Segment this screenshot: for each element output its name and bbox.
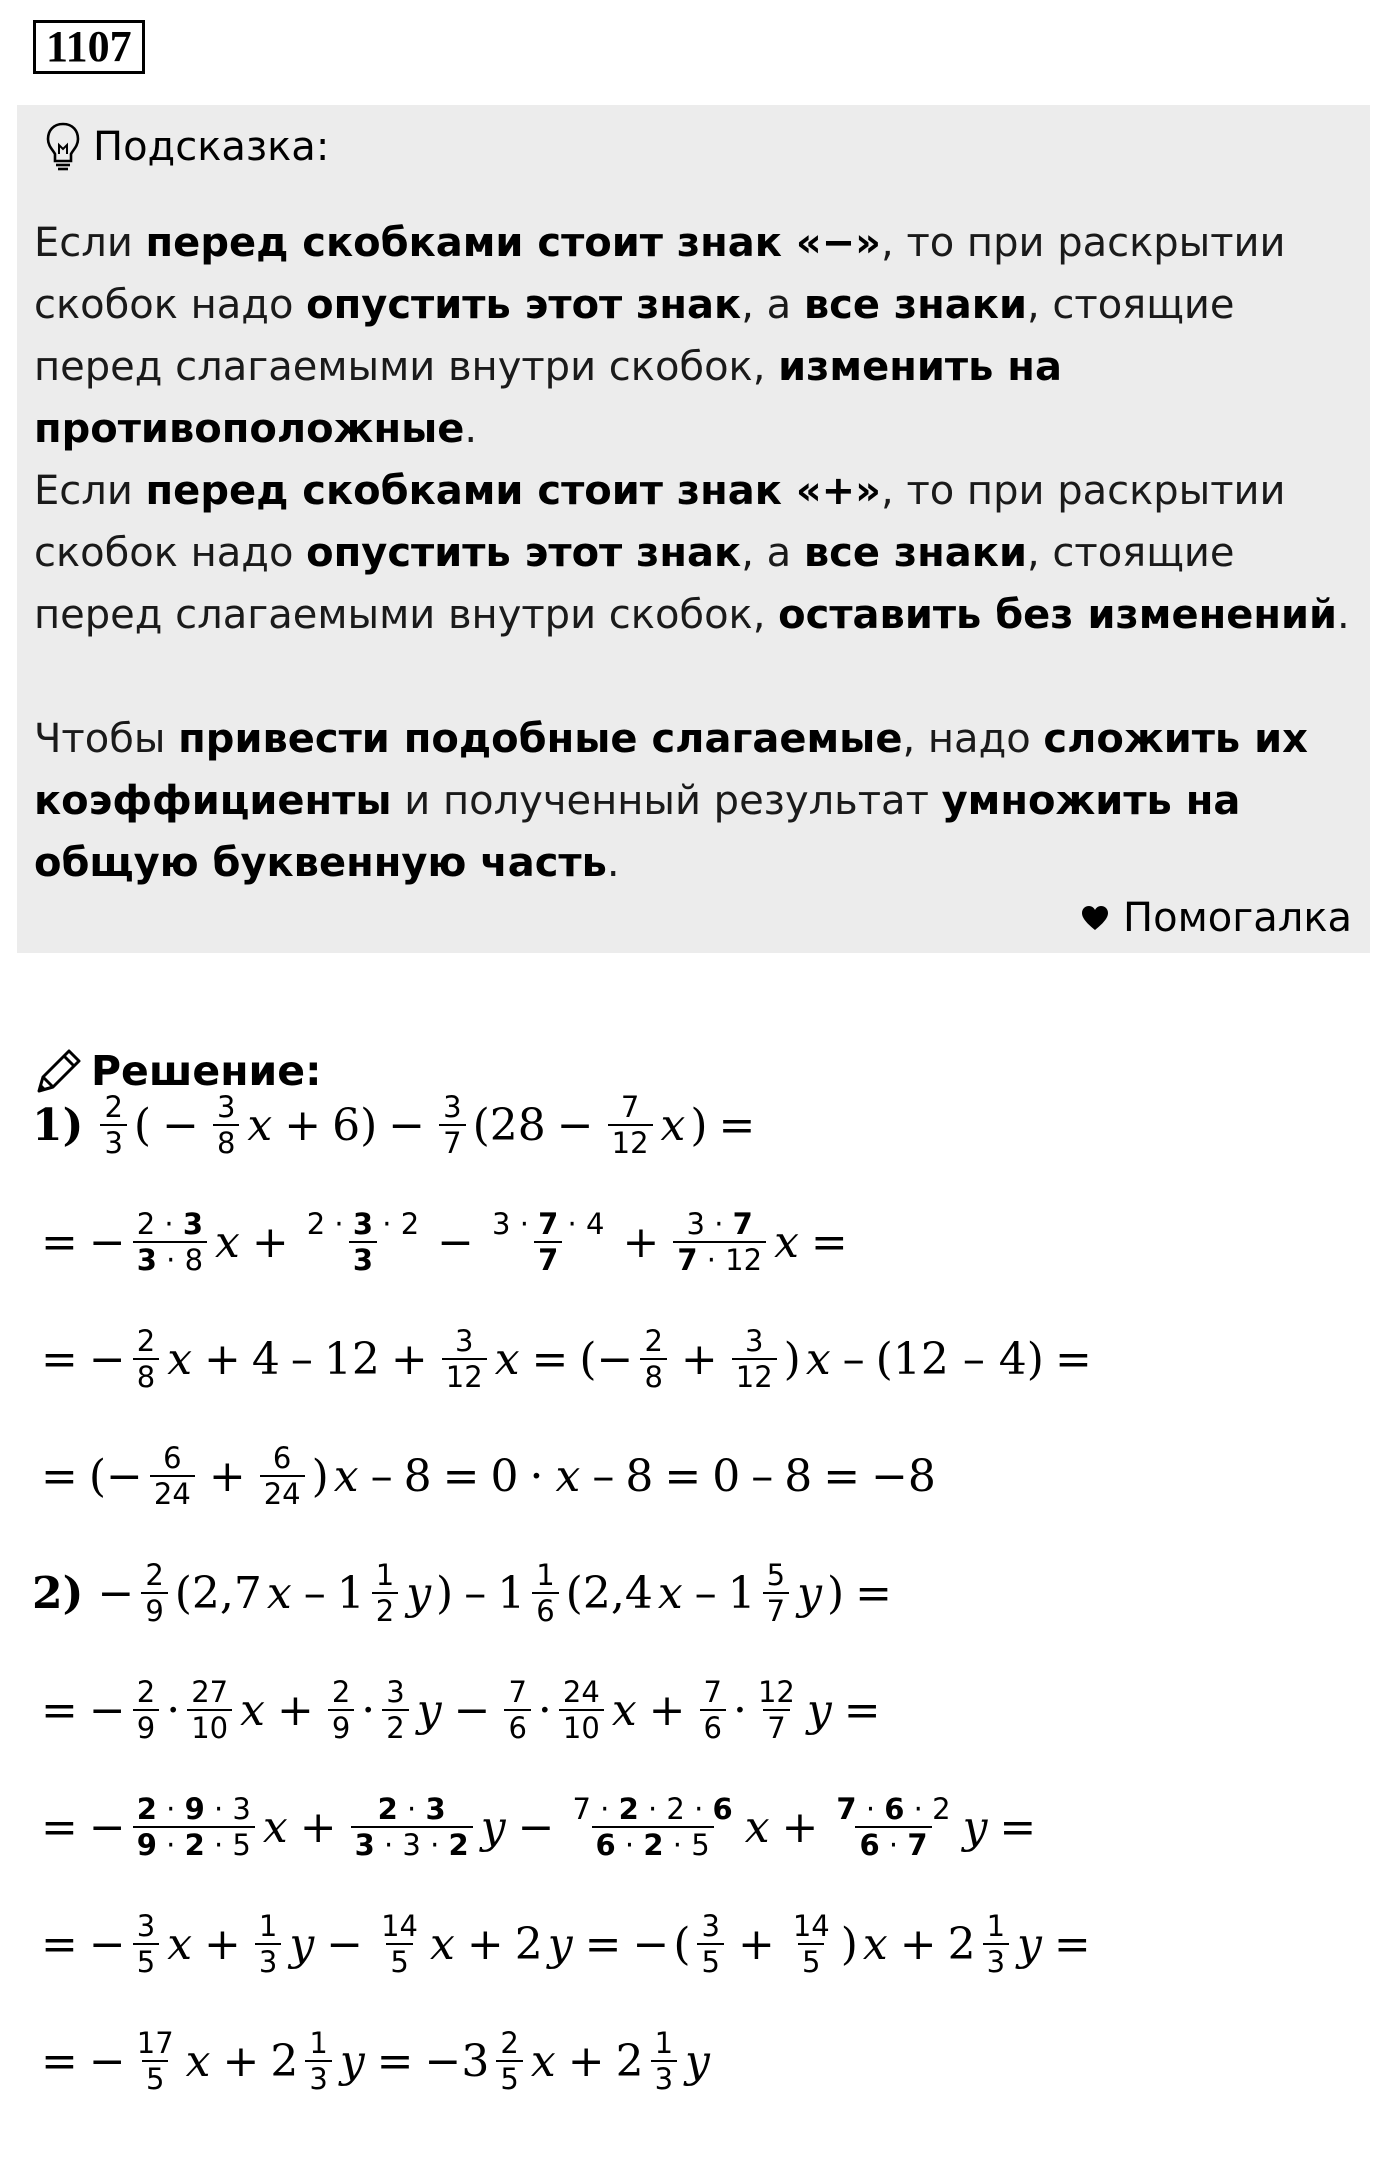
math-text: 1: [727, 1567, 756, 1619]
operator: +: [222, 2035, 260, 2087]
fraction: $\frac{12}{7}$: [757, 1675, 795, 1745]
hint-box: [17, 105, 1370, 953]
variable: x: [167, 1918, 193, 1970]
emphasis-text: все знаки: [803, 530, 1027, 576]
body-text: , стоящие перед слагаемыми внутри скобок,: [34, 530, 1235, 638]
math-text: (−: [579, 1333, 634, 1385]
body-text: .: [606, 840, 620, 886]
operator: –: [370, 1450, 393, 1502]
math-text: (12 – 4): [875, 1333, 1044, 1385]
math-text: −8: [871, 1450, 936, 1502]
fraction: $\frac{27}{10}$: [187, 1675, 232, 1745]
fraction: $\frac{2}{9}$: [328, 1675, 354, 1745]
math-text: ): [783, 1333, 801, 1385]
fraction: $\frac{3 \cdot 7}{7 \cdot 12}$: [673, 1207, 766, 1277]
fraction: $\frac{3}{8}$: [213, 1090, 239, 1160]
fraction: $\frac{7}{6}$: [504, 1675, 530, 1745]
fraction: $\frac{2}{3}$: [100, 1090, 126, 1160]
solution-line: [32, 1075, 764, 1175]
emphasis-text: опустить этот знак: [306, 530, 742, 576]
variable: y: [339, 2035, 365, 2087]
variable: x: [266, 1567, 292, 1619]
emphasis-text: привести подобные слагаемые: [178, 716, 903, 762]
fraction: $\frac{1}{2}$: [372, 1558, 398, 1628]
solution-title: Решение:: [91, 1047, 322, 1095]
emphasis-text: сложить их коэффициенты: [34, 716, 1308, 824]
body-text: , то при раскрытии скобок надо: [34, 468, 1286, 576]
variable: x: [530, 2035, 556, 2087]
variable: x: [240, 1684, 265, 1736]
operator: −: [556, 1099, 594, 1151]
emphasis-text: опустить этот знак: [306, 282, 742, 328]
operator: =: [855, 1567, 892, 1619]
fraction: $\frac{2 \cdot 3}{3 \cdot 8}$: [133, 1207, 207, 1277]
lightbulb-icon: [45, 121, 81, 173]
operator: −: [388, 1099, 426, 1151]
operator: +: [204, 1333, 241, 1385]
math-text: −: [88, 2035, 126, 2087]
math-text: (2,7: [174, 1567, 262, 1619]
operator: –: [290, 1333, 313, 1385]
emphasis-text: оставить без изменений: [778, 592, 1338, 638]
math-text: 1: [497, 1567, 526, 1619]
variable: y: [962, 1801, 988, 1853]
operator: +: [251, 1216, 289, 1268]
operator: –: [842, 1333, 865, 1385]
fraction: $\frac{1}{3}$: [983, 1909, 1009, 1979]
variable: y: [797, 1567, 822, 1619]
fraction: $\frac{7 \cdot 2 \cdot 2 \cdot 6}{6 \cdot 2 \cdot 5}$: [572, 1792, 733, 1862]
body-text: Если: [34, 468, 146, 514]
fraction: $\frac{1}{3}$: [651, 2026, 677, 2096]
math-text: ·: [361, 1684, 376, 1736]
body-text: .: [464, 406, 478, 452]
variable: y: [416, 1684, 442, 1736]
fraction: $\frac{3 \cdot 7 \cdot 4}{7}$: [492, 1207, 605, 1277]
variable: x: [262, 1801, 288, 1853]
operator: +: [299, 1801, 337, 1853]
math-text: (: [673, 1918, 691, 1970]
fraction: $\frac{2}{9}$: [133, 1675, 159, 1745]
operator: =: [41, 1684, 78, 1736]
solution-line: [32, 1777, 1045, 1877]
operator: –: [592, 1450, 615, 1502]
task-number: 1107: [33, 20, 145, 74]
math-text: ): [826, 1567, 845, 1619]
operator: =: [718, 1099, 756, 1151]
operator: =: [41, 1450, 78, 1502]
math-text: −: [88, 1684, 126, 1736]
math-text: ·: [537, 1684, 552, 1736]
fraction: $\frac{2}{5}$: [496, 2026, 522, 2096]
body-text: и полученный результат: [391, 778, 942, 824]
fraction: $\frac{14}{5}$: [381, 1909, 418, 1979]
math-text: 12: [323, 1333, 380, 1385]
solution-line: [32, 2011, 713, 2111]
fraction: $\frac{2 \cdot 3 \cdot 2}{3}$: [306, 1207, 420, 1277]
fraction: $\frac{2 \cdot 3}{3 \cdot 3 \cdot 2}$: [351, 1792, 473, 1862]
hint-title: Подсказка:: [93, 124, 330, 170]
operator: −: [437, 1216, 475, 1268]
fraction: $\frac{1}{6}$: [532, 1558, 558, 1628]
variable: x: [805, 1333, 831, 1385]
emphasis-text: умножить на общую буквенную часть: [34, 778, 1241, 886]
variable: y: [806, 1684, 832, 1736]
math-text: (−: [88, 1450, 143, 1502]
math-text: 1: [336, 1567, 365, 1619]
operator: +: [284, 1099, 322, 1151]
variable: y: [1017, 1918, 1042, 1970]
math-text: (28: [472, 1099, 546, 1151]
operator: =: [999, 1801, 1037, 1853]
variable: x: [744, 1801, 770, 1853]
operator: –: [751, 1450, 774, 1502]
variable: x: [774, 1216, 799, 1268]
math-text: 0: [490, 1450, 519, 1502]
math-text: 2: [615, 2035, 644, 2087]
math-text: 8: [403, 1450, 432, 1502]
variable: y: [406, 1567, 432, 1619]
fraction: $\frac{14}{5}$: [792, 1909, 830, 1979]
operator: −: [326, 1918, 364, 1970]
math-text: 2: [270, 2035, 299, 2087]
variable: x: [333, 1450, 359, 1502]
operator: =: [1054, 1333, 1092, 1385]
operator: –: [694, 1567, 717, 1619]
variable: x: [862, 1918, 888, 1970]
operator: +: [567, 2035, 605, 2087]
operator: +: [204, 1918, 241, 1970]
emphasis-text: все знаки: [803, 282, 1027, 328]
variable: y: [547, 1918, 573, 1970]
variable: y: [480, 1801, 506, 1853]
fraction: $\frac{1}{3}$: [305, 2026, 331, 2096]
variable: x: [185, 2035, 211, 2087]
math-text: 8: [784, 1450, 813, 1502]
operator: −: [453, 1684, 491, 1736]
math-text: 4: [251, 1333, 280, 1385]
operator: =: [810, 1216, 848, 1268]
math-text: ·: [166, 1684, 181, 1736]
operator: −: [162, 1099, 199, 1151]
fraction: $\frac{2}{8}$: [133, 1324, 159, 1394]
operator: +: [390, 1333, 428, 1385]
body-text: , а: [741, 530, 804, 576]
operator: ·: [529, 1450, 544, 1502]
fraction: $\frac{2}{8}$: [640, 1324, 666, 1394]
fraction: $\frac{24}{10}$: [559, 1675, 604, 1745]
math-text: 2: [947, 1918, 976, 1970]
solution-line: [32, 1660, 890, 1760]
operator: =: [1053, 1918, 1091, 1970]
variable: x: [611, 1684, 637, 1736]
fraction: $\frac{6}{24}$: [150, 1441, 195, 1511]
variable: x: [215, 1216, 240, 1268]
fraction: $\frac{3}{5}$: [133, 1909, 159, 1979]
operator: =: [41, 2035, 78, 2087]
operator: =: [41, 1918, 78, 1970]
brand-name: Помогалка: [1123, 895, 1352, 941]
operator: −: [517, 1801, 555, 1853]
variable: x: [430, 1918, 455, 1970]
hint-paragraph-like-terms: [34, 708, 1354, 894]
operator: –: [464, 1567, 487, 1619]
operator: =: [584, 1918, 622, 1970]
operator: +: [648, 1684, 686, 1736]
fraction: $\frac{3}{7}$: [439, 1090, 465, 1160]
body-text: , то при раскрытии скобок надо: [34, 220, 1286, 328]
operator: =: [376, 2035, 414, 2087]
operator: +: [781, 1801, 819, 1853]
operator: +: [276, 1684, 314, 1736]
math-text: −: [88, 1333, 126, 1385]
math-text: ): [436, 1567, 454, 1619]
math-text: (: [133, 1099, 152, 1151]
heart-icon: [1081, 905, 1109, 931]
fraction: $\frac{6}{24}$: [260, 1441, 305, 1511]
math-text: −: [97, 1567, 135, 1619]
fraction: $\frac{7}{12}$: [608, 1090, 653, 1160]
fraction: $\frac{3}{12}$: [732, 1324, 777, 1394]
hint-paragraph-minus: [34, 212, 1354, 460]
operator: +: [466, 1918, 504, 1970]
operator: =: [664, 1450, 702, 1502]
variable: x: [555, 1450, 581, 1502]
operator: =: [843, 1684, 881, 1736]
emphasis-text: перед скобками стоит знак «−»: [145, 220, 882, 266]
operator: =: [823, 1450, 861, 1502]
variable: y: [685, 2035, 710, 2087]
variable: x: [657, 1567, 683, 1619]
math-text: 6): [332, 1099, 378, 1151]
math-text: ): [690, 1099, 708, 1151]
solution-line: [32, 1894, 1100, 1994]
fraction: $\frac{3}{2}$: [382, 1675, 408, 1745]
math-text: 8: [625, 1450, 654, 1502]
operator: =: [41, 1333, 78, 1385]
fraction: $\frac{3}{5}$: [697, 1909, 723, 1979]
body-text: , стоящие перед слагаемыми внутри скобок,: [34, 282, 1235, 390]
operator: =: [41, 1801, 78, 1853]
variable: x: [167, 1333, 193, 1385]
emphasis-text: изменить на противоположные: [34, 344, 1062, 452]
fraction: $\frac{1}{3}$: [255, 1909, 281, 1979]
body-text: .: [1337, 592, 1350, 638]
math-text: ): [311, 1450, 329, 1502]
math-text: −: [88, 1918, 126, 1970]
math-text: (2,4: [565, 1567, 653, 1619]
solution-line: [32, 1426, 938, 1526]
operator: +: [208, 1450, 246, 1502]
math-text: −: [632, 1918, 670, 1970]
operator: +: [899, 1918, 937, 1970]
math-text: 0: [712, 1450, 741, 1502]
fraction: $\frac{3}{12}$: [442, 1324, 487, 1394]
math-text: −: [88, 1216, 126, 1268]
math-text: ): [840, 1918, 858, 1970]
operator: =: [442, 1450, 480, 1502]
fraction: $\frac{5}{7}$: [763, 1558, 789, 1628]
math-text: −3: [424, 2035, 490, 2087]
solution-line: [32, 1543, 901, 1643]
fraction: $\frac{2}{9}$: [141, 1558, 167, 1628]
body-text: Чтобы: [34, 716, 179, 762]
emphasis-text: перед скобками стоит знак «+»: [145, 468, 882, 514]
variable: x: [494, 1333, 520, 1385]
operator: –: [303, 1567, 326, 1619]
item-label: 2): [32, 1567, 84, 1619]
operator: +: [680, 1333, 718, 1385]
variable: x: [247, 1099, 273, 1151]
solution-line: [32, 1309, 1101, 1409]
body-text: , надо: [902, 716, 1044, 762]
brand-credit: [1081, 895, 1352, 941]
operator: =: [531, 1333, 569, 1385]
operator: +: [622, 1216, 660, 1268]
fraction: $\frac{7}{6}$: [700, 1675, 726, 1745]
math-text: ·: [732, 1684, 747, 1736]
fraction: $\frac{7 \cdot 6 \cdot 2}{6 \cdot 7}$: [836, 1792, 951, 1862]
operator: =: [41, 1216, 78, 1268]
variable: y: [289, 1918, 315, 1970]
solution-line: [32, 1192, 857, 1292]
math-text: 2: [514, 1918, 543, 1970]
hint-paragraph-plus: [34, 460, 1354, 646]
body-text: Если: [34, 220, 146, 266]
operator: +: [737, 1918, 775, 1970]
fraction: $\frac{2 \cdot 9 \cdot 3}{9 \cdot 2 \cdot 5}$: [133, 1792, 255, 1862]
variable: x: [660, 1099, 686, 1151]
hint-header: [45, 117, 329, 177]
body-text: , а: [741, 282, 804, 328]
fraction: $\frac{17}{5}$: [136, 2026, 174, 2096]
math-text: −: [88, 1801, 126, 1853]
item-label: 1): [32, 1099, 84, 1151]
